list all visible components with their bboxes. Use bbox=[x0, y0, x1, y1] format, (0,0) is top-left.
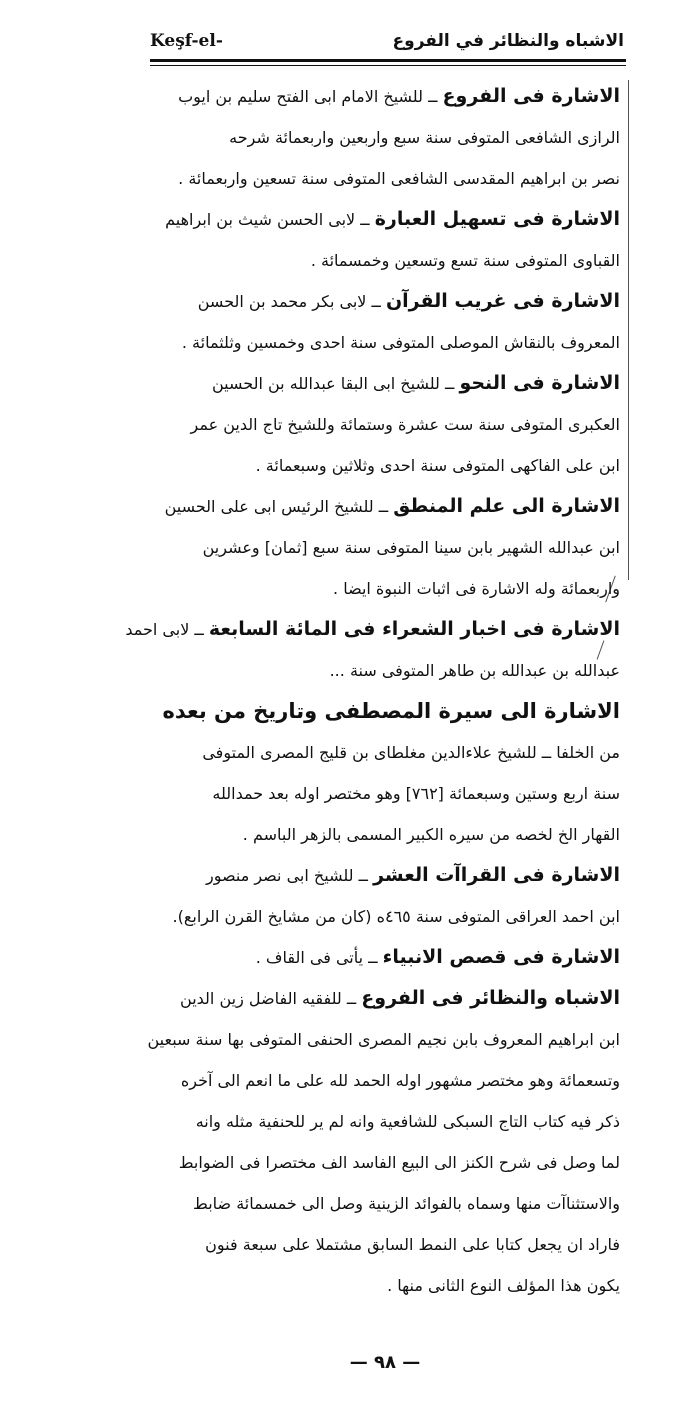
entry-text-line: لما وصل فى شرح الكنز الى البيع الفاسد الف مختصرا فى الضوابط bbox=[178, 1153, 620, 1172]
entry-text-line: ابن عبدالله الشهير بابن سينا المتوفى سنة سبع [ثمان] وعشرين bbox=[202, 538, 620, 557]
entry-heading-line bbox=[150, 486, 620, 527]
entry-text-line: والاستثناآت منها وسماه بالفوائد الزينية وصل الى خمسمائة ضابط bbox=[193, 1194, 620, 1213]
entry-title: الاشارة فى الفروع bbox=[442, 85, 620, 107]
entry-author: ــ للشيخ ابى نصر منصور bbox=[206, 866, 374, 885]
entry-heading-line bbox=[150, 281, 620, 322]
entries-column bbox=[125, 76, 620, 1306]
entry-title: الاشارة فى اخبار الشعراء فى المائة السابعة bbox=[208, 618, 620, 640]
entry-author: ــ للشيخ الامام ابى الفتح سليم بن ايوب bbox=[178, 87, 443, 106]
entry-heading-line bbox=[150, 199, 620, 240]
running-header bbox=[150, 26, 624, 56]
entry-text-line: فاراد ان يجعل كتابا على النمط السابق مشتملا على سبعة فنون bbox=[205, 1235, 620, 1254]
entry-heading-line bbox=[150, 978, 620, 1019]
entry bbox=[150, 486, 620, 609]
entry-text-line: القهار الخ لخصه من سيره الكبير المسمى بالزهر الباسم . bbox=[242, 825, 620, 844]
entry-author: ــ يأتى فى القاف . bbox=[255, 948, 383, 967]
entry-text-line: ابن احمد العراقى المتوفى سنة ٤٦٥ه (كان من مشايخ القرن الرابع). bbox=[172, 907, 620, 926]
entry-author: ــ لابى الحسن شيث بن ابراهيم bbox=[165, 210, 375, 229]
entry bbox=[150, 76, 620, 199]
entry-heading-line bbox=[150, 363, 620, 404]
entry-heading-line bbox=[150, 76, 620, 117]
entry-text-line: المعروف بالنقاش الموصلى المتوفى سنة احدى وخمسين وثلثمائة . bbox=[181, 333, 620, 352]
margin-line bbox=[628, 80, 629, 580]
entry-author: ــ لابى بكر محمد بن الحسن bbox=[197, 292, 386, 311]
header-latin-title: Keşf-el- bbox=[150, 31, 223, 51]
entry bbox=[125, 609, 620, 691]
entry-title: الاشارة الى سيرة المصطفى وتاريخ من بعده bbox=[162, 699, 620, 723]
entry bbox=[150, 199, 620, 281]
entry bbox=[150, 937, 620, 978]
header-rule-thin bbox=[150, 65, 626, 66]
entry-text-line: سنة اربع وستين وسبعمائة [٧٦٢] وهو مختصر اوله بعد حمدالله bbox=[212, 784, 620, 803]
entry-text-line: الرازى الشافعى المتوفى سنة سبع واربعين واربعمائة شرحه bbox=[229, 128, 620, 147]
page-number: — ٩٨ — bbox=[349, 1352, 421, 1373]
entry-author: ــ للفقيه الفاضل زين الدين bbox=[180, 989, 362, 1008]
entry-title: الاشباه والنظائر فى الفروع bbox=[361, 987, 620, 1009]
entry-text-line: واربعمائة وله الاشارة فى اثبات النبوة ايضا . bbox=[333, 579, 620, 598]
entry-title: الاشارة الى علم المنطق bbox=[393, 495, 620, 517]
entry-heading-line bbox=[125, 609, 620, 650]
entry-text-line: ذكر فيه كتاب التاج السبكى للشافعية وانه لم ير للحنفية مثله وانه bbox=[195, 1112, 620, 1131]
entry-title: الاشارة فى القراآت العشر bbox=[373, 864, 620, 886]
entry-text-line: يكون هذا المؤلف النوع الثانى منها . bbox=[387, 1276, 620, 1295]
entry-heading-line bbox=[150, 937, 620, 978]
entry-text-line: نصر بن ابراهيم المقدسى الشافعى المتوفى سنة تسعين واربعمائة . bbox=[178, 169, 620, 188]
entry-text-line: عبدالله بن عبدالله بن طاهر المتوفى سنة ... bbox=[329, 661, 620, 680]
entry bbox=[150, 281, 620, 363]
entry bbox=[147, 978, 620, 1306]
entry-text-line: وتسعمائة وهو مختصر مشهور اوله الحمد لله على ما انعم الى آخره bbox=[180, 1071, 620, 1090]
entry-text-line: من الخلفا ــ للشيخ علاءالدين مغلطاى بن قليج المصرى المتوفى bbox=[202, 743, 620, 762]
entry-title: الاشارة فى غريب القرآن bbox=[385, 290, 620, 312]
header-rule-thick bbox=[150, 59, 626, 62]
entry-author: ــ للشيخ الرئيس ابى على الحسين bbox=[164, 497, 394, 516]
entry-title: الاشارة فى النحو bbox=[459, 372, 620, 394]
header-arabic-title: الاشباه والنظائر في الفروع bbox=[392, 31, 624, 51]
entry-text-line: ابن على الفاكهى المتوفى سنة احدى وثلاثين وسبعمائة . bbox=[255, 456, 620, 475]
entry-title: الاشارة فى تسهيل العبارة bbox=[374, 208, 620, 230]
entry-text-line: العكبرى المتوفى سنة ست عشرة وستمائة وللشيخ تاج الدين عمر bbox=[190, 415, 620, 434]
entry-text-line: القباوى المتوفى سنة تسع وتسعين وخمسمائة . bbox=[310, 251, 620, 270]
entry-heading-line bbox=[150, 855, 620, 896]
entry-text-line: ابن ابراهيم المعروف بابن نجيم المصرى الحنفى المتوفى بها سنة سبعين bbox=[147, 1030, 620, 1049]
entry bbox=[150, 363, 620, 486]
entry-author: ــ لابى احمد bbox=[125, 620, 209, 639]
entry-heading-line bbox=[150, 691, 620, 732]
entry-author: ــ للشيخ ابى البقا عبدالله بن الحسين bbox=[211, 374, 460, 393]
entry-title: الاشارة فى قصص الانبياء bbox=[382, 946, 620, 968]
entry bbox=[150, 691, 620, 855]
entry bbox=[150, 855, 620, 937]
